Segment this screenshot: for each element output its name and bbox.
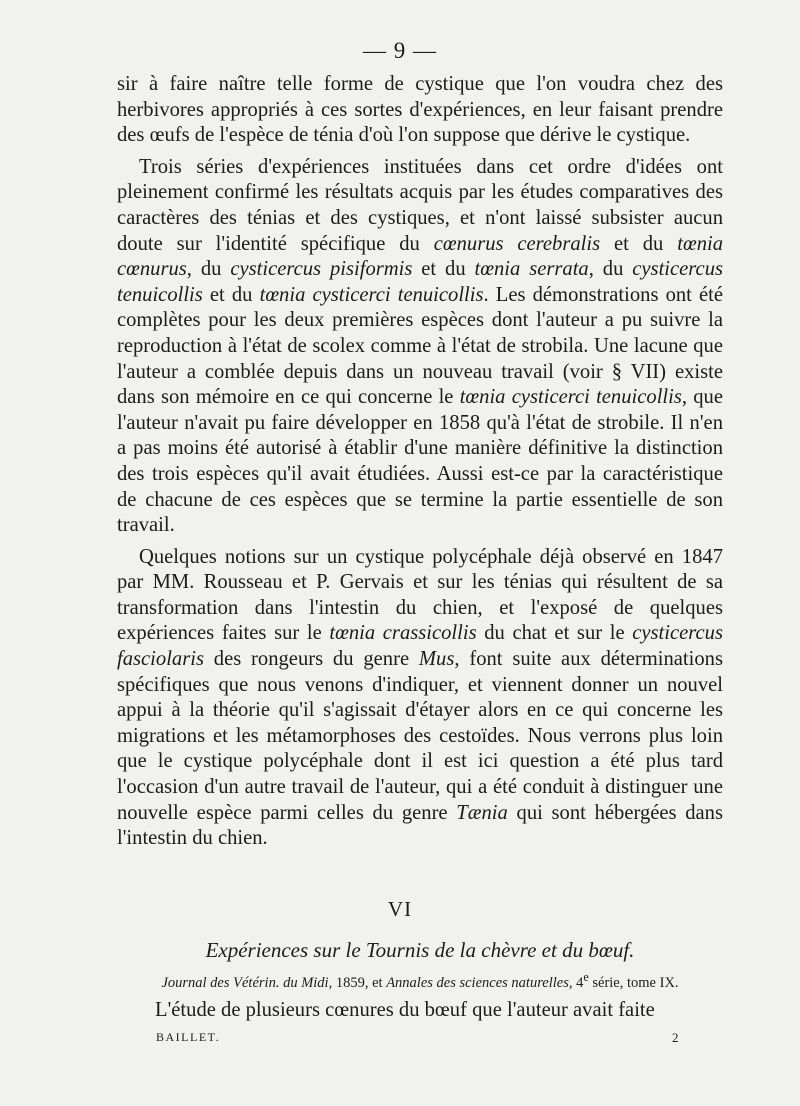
body-text bbox=[117, 72, 723, 852]
text-run: des rongeurs du genre bbox=[203, 648, 419, 671]
paragraph-1: sir à faire naître telle forme de cystique que l'on voudra chez des herbivores appropriés à ces sortes d'expériences, en leur faisant prendre des œufs de l'espèce de ténia d'où l'on suppose que dérive le cystique. bbox=[117, 73, 723, 147]
ordinal-suffix: e bbox=[583, 970, 589, 984]
paragraph-2 bbox=[117, 155, 723, 539]
section-number: VI bbox=[387, 897, 413, 921]
genus-name: Tænia bbox=[456, 801, 508, 824]
paragraph-3 bbox=[117, 545, 723, 852]
text-run: , 4 bbox=[568, 974, 584, 991]
species-name: cysticercus pisiformis bbox=[230, 258, 413, 281]
species-name: tœnia cœnurus bbox=[117, 232, 724, 281]
text-run: qui sont hébergées dans l'intestin du chien. bbox=[117, 801, 723, 850]
text-run: série, tome IX. bbox=[588, 974, 679, 991]
species-name: cysticercus tenuicollis bbox=[117, 258, 724, 306]
text-run: et du bbox=[412, 258, 475, 281]
page-number: — 9 — bbox=[363, 38, 437, 63]
text-run: , 1859, et bbox=[328, 974, 387, 991]
species-name: tœnia crassicollis bbox=[329, 622, 477, 645]
journal-title: Annales des sciences naturelles bbox=[386, 974, 569, 991]
text-run: et du bbox=[202, 283, 260, 306]
footer-author: BAILLET. bbox=[156, 1030, 221, 1044]
text-run: , du bbox=[588, 258, 633, 281]
species-name: cœnurus cerebralis bbox=[433, 232, 601, 255]
text-run: . Les démonstrations ont été complètes pour les deux premières espèces dont l'auteur a pu suivre la reproduction à l'état de scolex comme à l'état de strobila. Une lacune que l'auteur a comblée depuis dans un nouveau travail (voir § VII) existe dans son mémoire en ce qui concerne le bbox=[117, 283, 723, 409]
species-name: cysticercus fasciolaris bbox=[117, 622, 723, 671]
text-run: et du bbox=[600, 232, 678, 255]
text-run: du chat et sur le bbox=[476, 622, 633, 645]
text-run: , que l'auteur n'avait pu faire développer en 1858 qu'à l'état de strobile. Il n'en a pas moins été autorisé à établir d'une manière définitive la distinction des trois espèces qu'il avait étudiées. Aussi est-ce par la caractéristique de chacune de ces espèces que se termine la partie essentielle de son travail. bbox=[117, 386, 723, 537]
species-name: tœnia serrata bbox=[474, 258, 589, 281]
species-name: tœnia cysticerci tenuicollis bbox=[459, 386, 682, 409]
text-run: , du bbox=[186, 258, 231, 281]
section-reference bbox=[117, 970, 723, 992]
text-run: Trois séries d'expériences instituées dans cet ordre d'idées ont pleinement confirmé les résultats acquis par les études comparatives des caractères des ténias et des cystiques, et n'ont laissé subsister aucun doute sur l'identité spécifique du bbox=[117, 155, 723, 255]
species-name: tœnia cysticerci tenuicollis bbox=[259, 283, 484, 306]
genus-name: Mus bbox=[418, 648, 455, 671]
journal-title: Journal des Vétérin. du Midi bbox=[161, 974, 329, 991]
paragraph-4: L'étude de plusieurs cœnures du bœuf que l'auteur avait faite bbox=[155, 999, 655, 1021]
text-run: Quelques notions sur un cystique polycéphale déjà observé en 1847 par MM. Rousseau et P. Gervais et sur les ténias qui résultent de sa transformation dans l'intestin du chien, et l'exposé de quelques expériences faites sur le bbox=[117, 545, 723, 645]
text-run: , font suite aux déterminations spécifiques que nous venons d'indiquer, et viennent donner un nouvel appui à la théorie qu'il s'agissait d'étayer alors en ce qui concerne les migrations et les métamorphoses des cestoïdes. Nous verrons plus loin que le cystique polycéphale dont il est ici question a été plus tard l'occasion d'un autre travail de l'auteur, qui a été conduit à distinguer une nouvelle espèce parmi celles du genre bbox=[117, 648, 723, 824]
section-title: Expériences sur le Tournis de la chèvre et du bœuf. bbox=[205, 938, 635, 962]
footer-signature: 2 bbox=[672, 1030, 679, 1045]
